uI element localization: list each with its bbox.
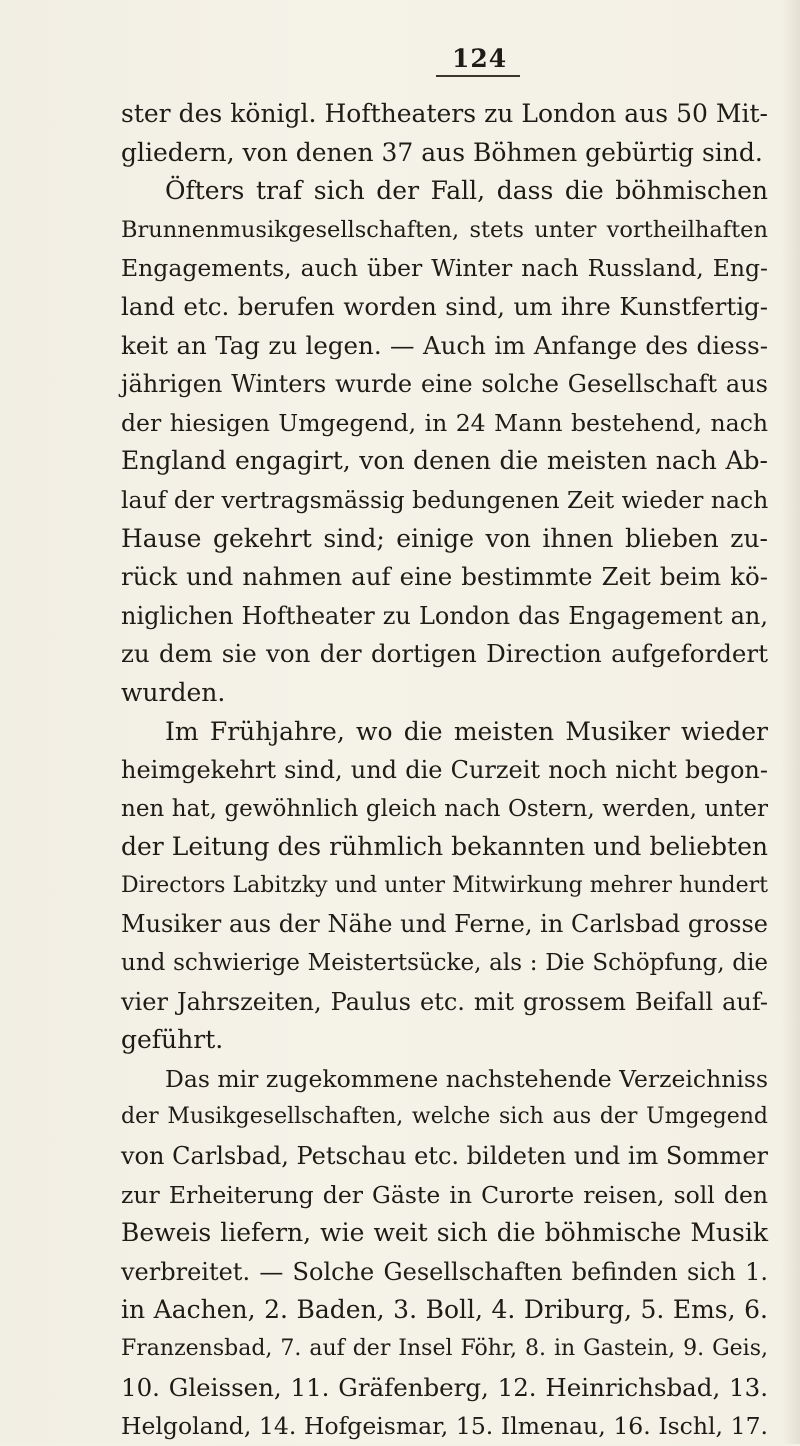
page-number-rule — [436, 75, 520, 77]
text-line: ster des königl. Hoftheaters zu London aus 50 Mit- — [121, 99, 768, 128]
text-line: vier Jahrszeiten, Paulus etc. mit grossem Beifall auf- — [121, 987, 768, 1016]
text-line: England engagirt, von denen die meisten nach Ab- — [121, 446, 768, 476]
text-line: Im Frühjahre, wo die meisten Musiker wieder — [165, 716, 768, 746]
text-line: niglichen Hoftheater zu London das Engagement an, — [121, 601, 768, 630]
text-line: Das mir zugekommene nachstehende Verzeichniss — [165, 1064, 769, 1093]
text-line: nen hat, gewöhnlich gleich nach Ostern, werden, unter — [121, 795, 768, 822]
text-line: gliedern, von denen 37 aus Böhmen gebürtig sind. — [121, 137, 763, 167]
text-line: der hiesigen Umgegend, in 24 Mann bestehend, nach — [121, 408, 768, 437]
text-line: geführt. — [121, 1025, 224, 1055]
text-line: Helgoland, 14. Hofgeismar, 15. Ilmenau, 16. Ischl, 17. — [121, 1412, 768, 1441]
text-line: jährigen Winters wurde eine solche Gesellschaft aus — [121, 370, 768, 399]
text-line: 10. Gleissen, 11. Gräfenberg, 12. Heinrichsbad, 13. — [121, 1372, 768, 1402]
text-line: der Musikgesellschaften, welche sich aus der Umgegend — [121, 1104, 768, 1130]
text-line: in Aachen, 2. Baden, 3. Boll, 4. Driburg, 5. Ems, 6. — [121, 1295, 768, 1325]
text-line: Engagements, auch über Winter nach Russland, Eng- — [121, 254, 768, 283]
text-line: und schwierige Meistertsücke, als : Die Schöpfung, die — [121, 950, 768, 977]
text-line: heimgekehrt sind, und die Curzeit noch nicht begon- — [121, 756, 768, 785]
text-line: zur Erheiterung der Gäste in Curorte reisen, soll den — [121, 1180, 768, 1209]
text-line: der Leitung des rühmlich bekannten und beliebten — [121, 832, 768, 862]
text-line: keit an Tag zu legen. — Auch im Anfange des diess- — [121, 330, 768, 360]
text-line: Öfters traf sich der Fall, dass die böhmischen — [165, 176, 768, 206]
text-line: wurden. — [121, 677, 226, 707]
text-line: land etc. berufen worden sind, um ihre Kunstfertig- — [121, 291, 768, 321]
text-line: zu dem sie von der dortigen Direction aufgefordert — [121, 639, 768, 669]
page-edge-shadow — [782, 0, 800, 1444]
text-line: Beweis liefern, wie weit sich die böhmische Musik — [121, 1218, 768, 1248]
text-line: verbreitet. — Solche Gesellschaften befinden sich 1. — [121, 1257, 768, 1286]
text-line: Franzensbad, 7. auf der Insel Föhr, 8. in Gastein, 9. Geis, — [121, 1336, 768, 1361]
text-line: von Carlsbad, Petschau etc. bildeten und im Sommer — [121, 1142, 768, 1171]
page-number: 124 — [452, 44, 508, 73]
text-line: rück und nahmen auf eine bestimmte Zeit beim kö- — [121, 562, 768, 592]
text-line: lauf der vertragsmässig bedungenen Zeit wieder nach — [121, 485, 769, 514]
text-line: Hause gekehrt sind; einige von ihnen blieben zu- — [121, 523, 768, 553]
text-line: Directors Labitzky und unter Mitwirkung mehrer hundert — [121, 872, 768, 898]
body-text — [121, 95, 768, 1446]
text-line: Brunnenmusikgesellschaften, stets unter vortheilhaften — [121, 216, 768, 243]
text-line: Musiker aus der Nähe und Ferne, in Carlsbad grosse — [121, 910, 768, 939]
